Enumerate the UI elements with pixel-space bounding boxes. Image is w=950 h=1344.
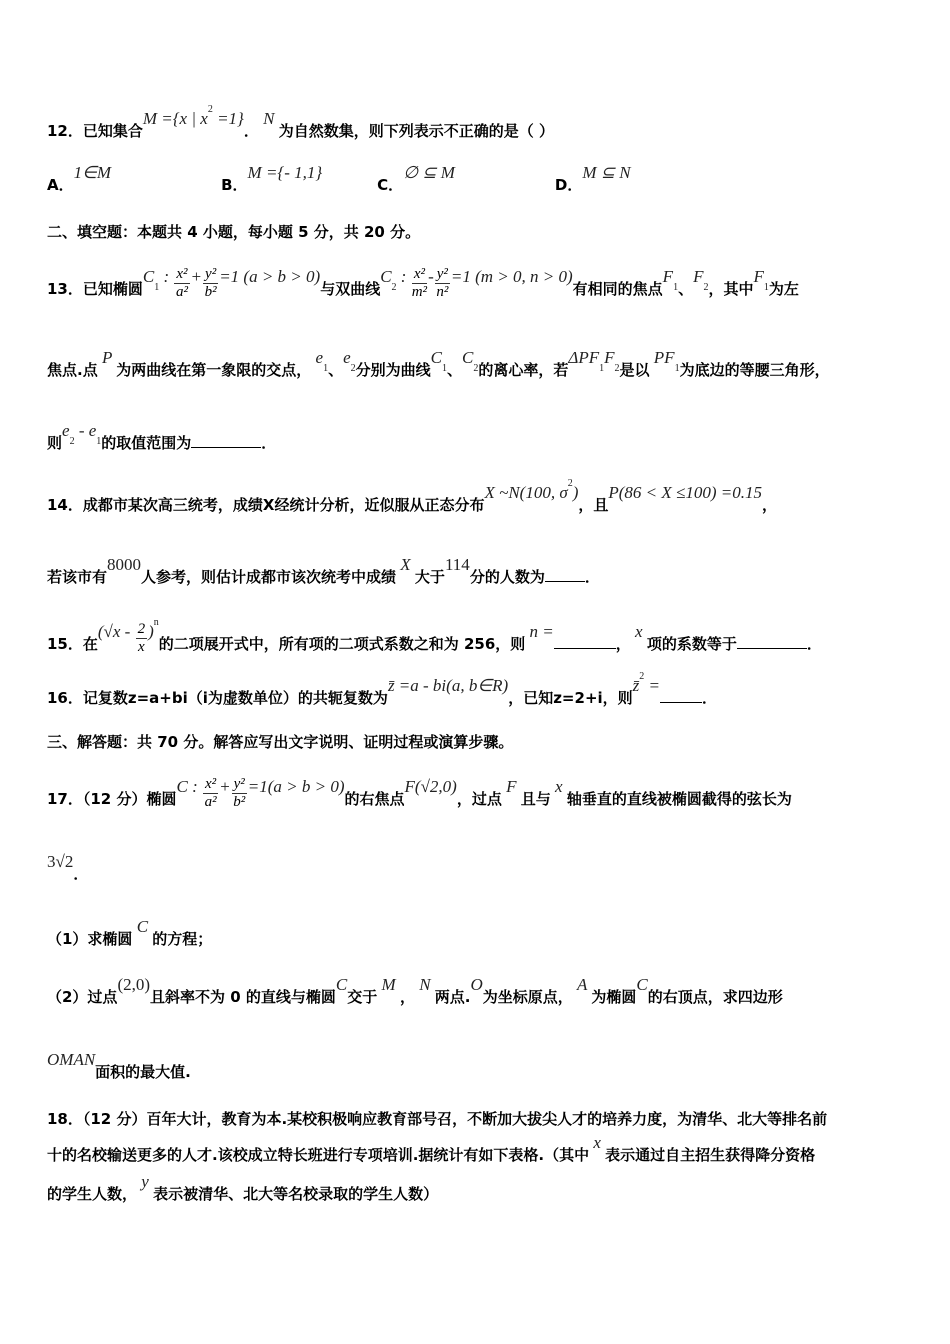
text: 16．记复数 [47,689,128,707]
math-number: (2,0) [117,975,151,994]
math-subscript: 2 [703,282,709,293]
math-expression: C [430,348,443,367]
math-expression: x [589,1133,606,1152]
text: 人参考，则估计成都市该次统考中成绩 [141,568,397,586]
text: 15．在 [47,635,98,653]
text: D． [554,176,583,194]
math-expression: C [142,267,155,286]
text: 18．（12 分）百年大计，教育为本.某校积极响应教育部号召，不断加大拔尖人才的培养力度，为清华、北大等排名前 [47,1110,828,1128]
math-expression: e [62,421,70,440]
math-expression: =1(a > b > 0) [247,777,345,796]
text: X [262,496,275,514]
math-expression: y [137,1172,154,1191]
text: 、 [678,280,694,298]
text: ． [243,122,259,140]
math-fraction [174,266,189,301]
q18-line3 [47,1172,439,1204]
math-expression: OMAN [47,1050,96,1069]
math-expression: ∅ ⊆ M [403,163,455,182]
answer-blank [545,581,585,582]
text: ， [615,635,631,653]
math-expression: X ~N(100, σ [484,483,568,502]
text: ． [806,635,822,653]
text: 表示通过自主招生获得降分资格 [605,1146,816,1164]
q13-line1 [47,266,799,307]
text: 且与 [520,790,551,808]
text: 且斜率不为 0 的直线与椭圆 [150,988,336,1006]
math-fraction [203,776,218,811]
text: 大于 [414,568,445,586]
text: ． [702,689,718,707]
math-expression: =1 (m > 0, n > 0) [450,267,573,286]
text: 的取值范围为 [101,434,192,452]
answer-blank [191,447,261,448]
answer-blank [554,648,616,649]
section-3-heading [47,732,513,752]
text: ． [73,865,89,883]
text: 三、解答题：共 70 分。解答应写出文字说明、证明过程或演算步骤。 [47,733,514,751]
math-expression: F [662,267,674,286]
text: 交于 [347,988,378,1006]
text: 表示被清华、北大等名校录取的学生人数） [153,1185,439,1203]
math-number: 114 [444,555,470,574]
q15 [47,617,822,662]
q17-line2 [47,852,89,884]
fraction-numerator: x² [204,776,217,792]
math-number: 3√2 [47,852,74,871]
text: 若该市有 [47,568,108,586]
math-superscript: n [153,617,159,628]
text: 为椭圆 [591,988,637,1006]
math-expression: ) [148,622,154,641]
math-expression: C [132,917,153,936]
math-superscript: 2 [207,104,213,115]
math-expression: =1} [212,109,244,128]
math-expression: z̄ =a - bi(a, b∈R) [387,676,509,695]
fraction-denominator: a² [204,794,217,810]
math-expression: e [343,348,351,367]
math-fraction [435,266,450,301]
text: ． [584,568,600,586]
math-expression: + [219,777,231,796]
math-expression: F [753,267,764,286]
text: z=a+bi [127,689,188,707]
math-expression: : [159,267,174,286]
math-fraction [232,776,247,811]
q16 [47,671,718,708]
text: 14．成都市某次高三统考，成绩 [47,496,263,514]
text: z=2+i [553,689,603,707]
text: 为自然数集，则下列表示不正确的是（ ） [278,122,554,140]
math-expression: M ⊆ N [582,163,631,182]
math-expression: O [470,975,483,994]
math-expression: F(√2,0) [404,777,457,796]
text: 为底边的等腰三角形， [679,361,830,379]
text: 则 [47,434,63,452]
text: （1）求椭圆 [47,930,133,948]
text: 二、填空题：本题共 4 小题，每小题 5 分，共 20 分。 [47,223,421,241]
text: 为坐标原点， [482,988,573,1006]
text: ， [762,496,778,514]
q17-part2-cont [47,1050,191,1082]
text: ，其中 [708,280,754,298]
math-expression: N [258,109,279,128]
math-subscript: 1 [442,363,448,374]
fraction-numerator: y² [436,266,448,282]
fraction-denominator: n² [436,284,449,300]
math-expression: : [396,267,411,286]
text: 、 [447,361,463,379]
math-expression: e [311,348,324,367]
math-expression: M ={x | x [142,109,208,128]
text: 12．已知集合 [47,122,143,140]
fraction-numerator: 2 [137,621,146,637]
text: 17．（12 分）椭圆 [47,790,177,808]
text: 的右顶点，求四边形 [647,988,783,1006]
math-subscript: 1 [673,282,679,293]
math-subscript: 2 [614,363,620,374]
text: 与双曲线 [320,280,381,298]
text: ． [261,434,277,452]
text: 的学生人数， [47,1185,138,1203]
math-expression: N [414,975,435,994]
text: 13．已知椭圆 [47,280,143,298]
math-expression: = [644,676,661,695]
fraction-denominator: x [137,639,145,655]
text: ，已知 [508,689,554,707]
math-number: 8000 [107,555,142,574]
math-expression: ΔPF [568,348,600,367]
math-expression: ) [572,483,579,502]
math-fraction [203,266,218,301]
text: 的离心率，若 [478,361,569,379]
math-fraction [136,621,148,656]
math-expression: C [380,267,392,286]
q12-stem [47,104,554,141]
fraction-numerator: x² [176,266,188,282]
text: 轴垂直的直线被椭圆截得的弦长为 [566,790,792,808]
math-expression: M [377,975,400,994]
text: 的二项展开式中，所有项的二项式系数之和为 256，则 [158,635,526,653]
text: （ [187,689,203,707]
math-subscript: 2 [69,436,75,447]
math-expression: C : [176,777,202,796]
math-superscript: 2 [567,478,573,489]
text: 分的人数为 [469,568,545,586]
text: 经统计分析，近似服从正态分布 [274,496,485,514]
q14-line2 [47,555,600,587]
fraction-denominator: b² [204,284,217,300]
math-subscript: 1 [763,282,769,293]
text: 分别为曲线 [355,361,431,379]
math-expression: F [693,267,704,286]
answer-blank [737,648,807,649]
math-subscript: 2 [473,363,479,374]
answer-blank [660,702,702,703]
math-expression: X [396,555,415,574]
text: i [202,689,208,707]
math-expression: C [335,975,348,994]
fraction-numerator: y² [233,776,245,792]
q18-line2 [47,1133,816,1165]
q14-line1 [47,478,778,515]
math-subscript: 1 [96,436,102,447]
text: 的方程； [152,930,213,948]
q18-line1 [47,1109,827,1129]
q12-options [47,163,631,195]
text: ，且 [578,496,609,514]
math-subscript: 1 [674,363,680,374]
math-expression: F [501,777,521,796]
math-expression: x [630,622,647,641]
text: 面积的最大值. [95,1063,191,1081]
math-expression: A [572,975,592,994]
section-2-heading [47,222,420,242]
q17-line1 [47,776,792,817]
text: 的右焦点 [344,790,405,808]
text: 是以 [619,361,650,379]
fraction-denominator: m² [411,284,428,300]
text: 、 [328,361,344,379]
math-expression: P(86 < X ≤100) =0.15 [608,483,763,502]
text: 有相同的焦点 [572,280,663,298]
math-subscript: 2 [350,363,356,374]
math-superscript: 2 [639,671,645,682]
math-expression: PF [649,348,675,367]
fraction-denominator: b² [233,794,246,810]
q17-part2 [47,975,783,1007]
math-expression: F [604,348,615,367]
math-fraction [412,266,427,301]
text: A． [47,176,74,194]
fraction-numerator: y² [205,266,217,282]
math-expression: C [462,348,474,367]
text: 为两曲线在第一象限的交点， [116,361,312,379]
math-subscript: 1 [599,363,605,374]
text: ， [399,988,415,1006]
math-expression: (√x - [97,622,135,641]
text: 焦点.点 [47,361,98,379]
text: 项的系数等于 [646,635,737,653]
text: B． [221,176,248,194]
math-subscript: 1 [154,282,160,293]
fraction-numerator: x² [412,266,427,284]
text: 为虚数单位）的共轭复数为 [207,689,388,707]
fraction-denominator: a² [175,284,188,300]
text: ，则 [602,689,633,707]
math-expression: P [97,348,117,367]
math-expression: n = [525,622,554,641]
math-subscript: 1 [323,363,329,374]
math-expression: =1 (a > b > 0) [219,267,321,286]
text: 十的名校输送更多的人才.该校成立特长班进行专项培训.据统计有如下表格.（其中 [47,1146,590,1164]
text: 为左 [768,280,799,298]
math-expression: C [636,975,648,994]
q17-part1 [47,917,213,949]
math-expression: - e [74,421,97,440]
math-expression: x [550,777,567,796]
math-expression: - [428,267,434,286]
q13-line3 [47,421,277,460]
math-expression: 1∈M [73,163,112,182]
math-subscript: 2 [391,282,397,293]
math-expression: + [190,267,203,286]
math-expression: M ={- 1,1} [247,163,323,182]
math-expression: z̄ [632,676,640,695]
text: C． [377,176,404,194]
text: （2）过点 [47,988,118,1006]
text: ，过点 [456,790,502,808]
text: 两点. [434,988,471,1006]
